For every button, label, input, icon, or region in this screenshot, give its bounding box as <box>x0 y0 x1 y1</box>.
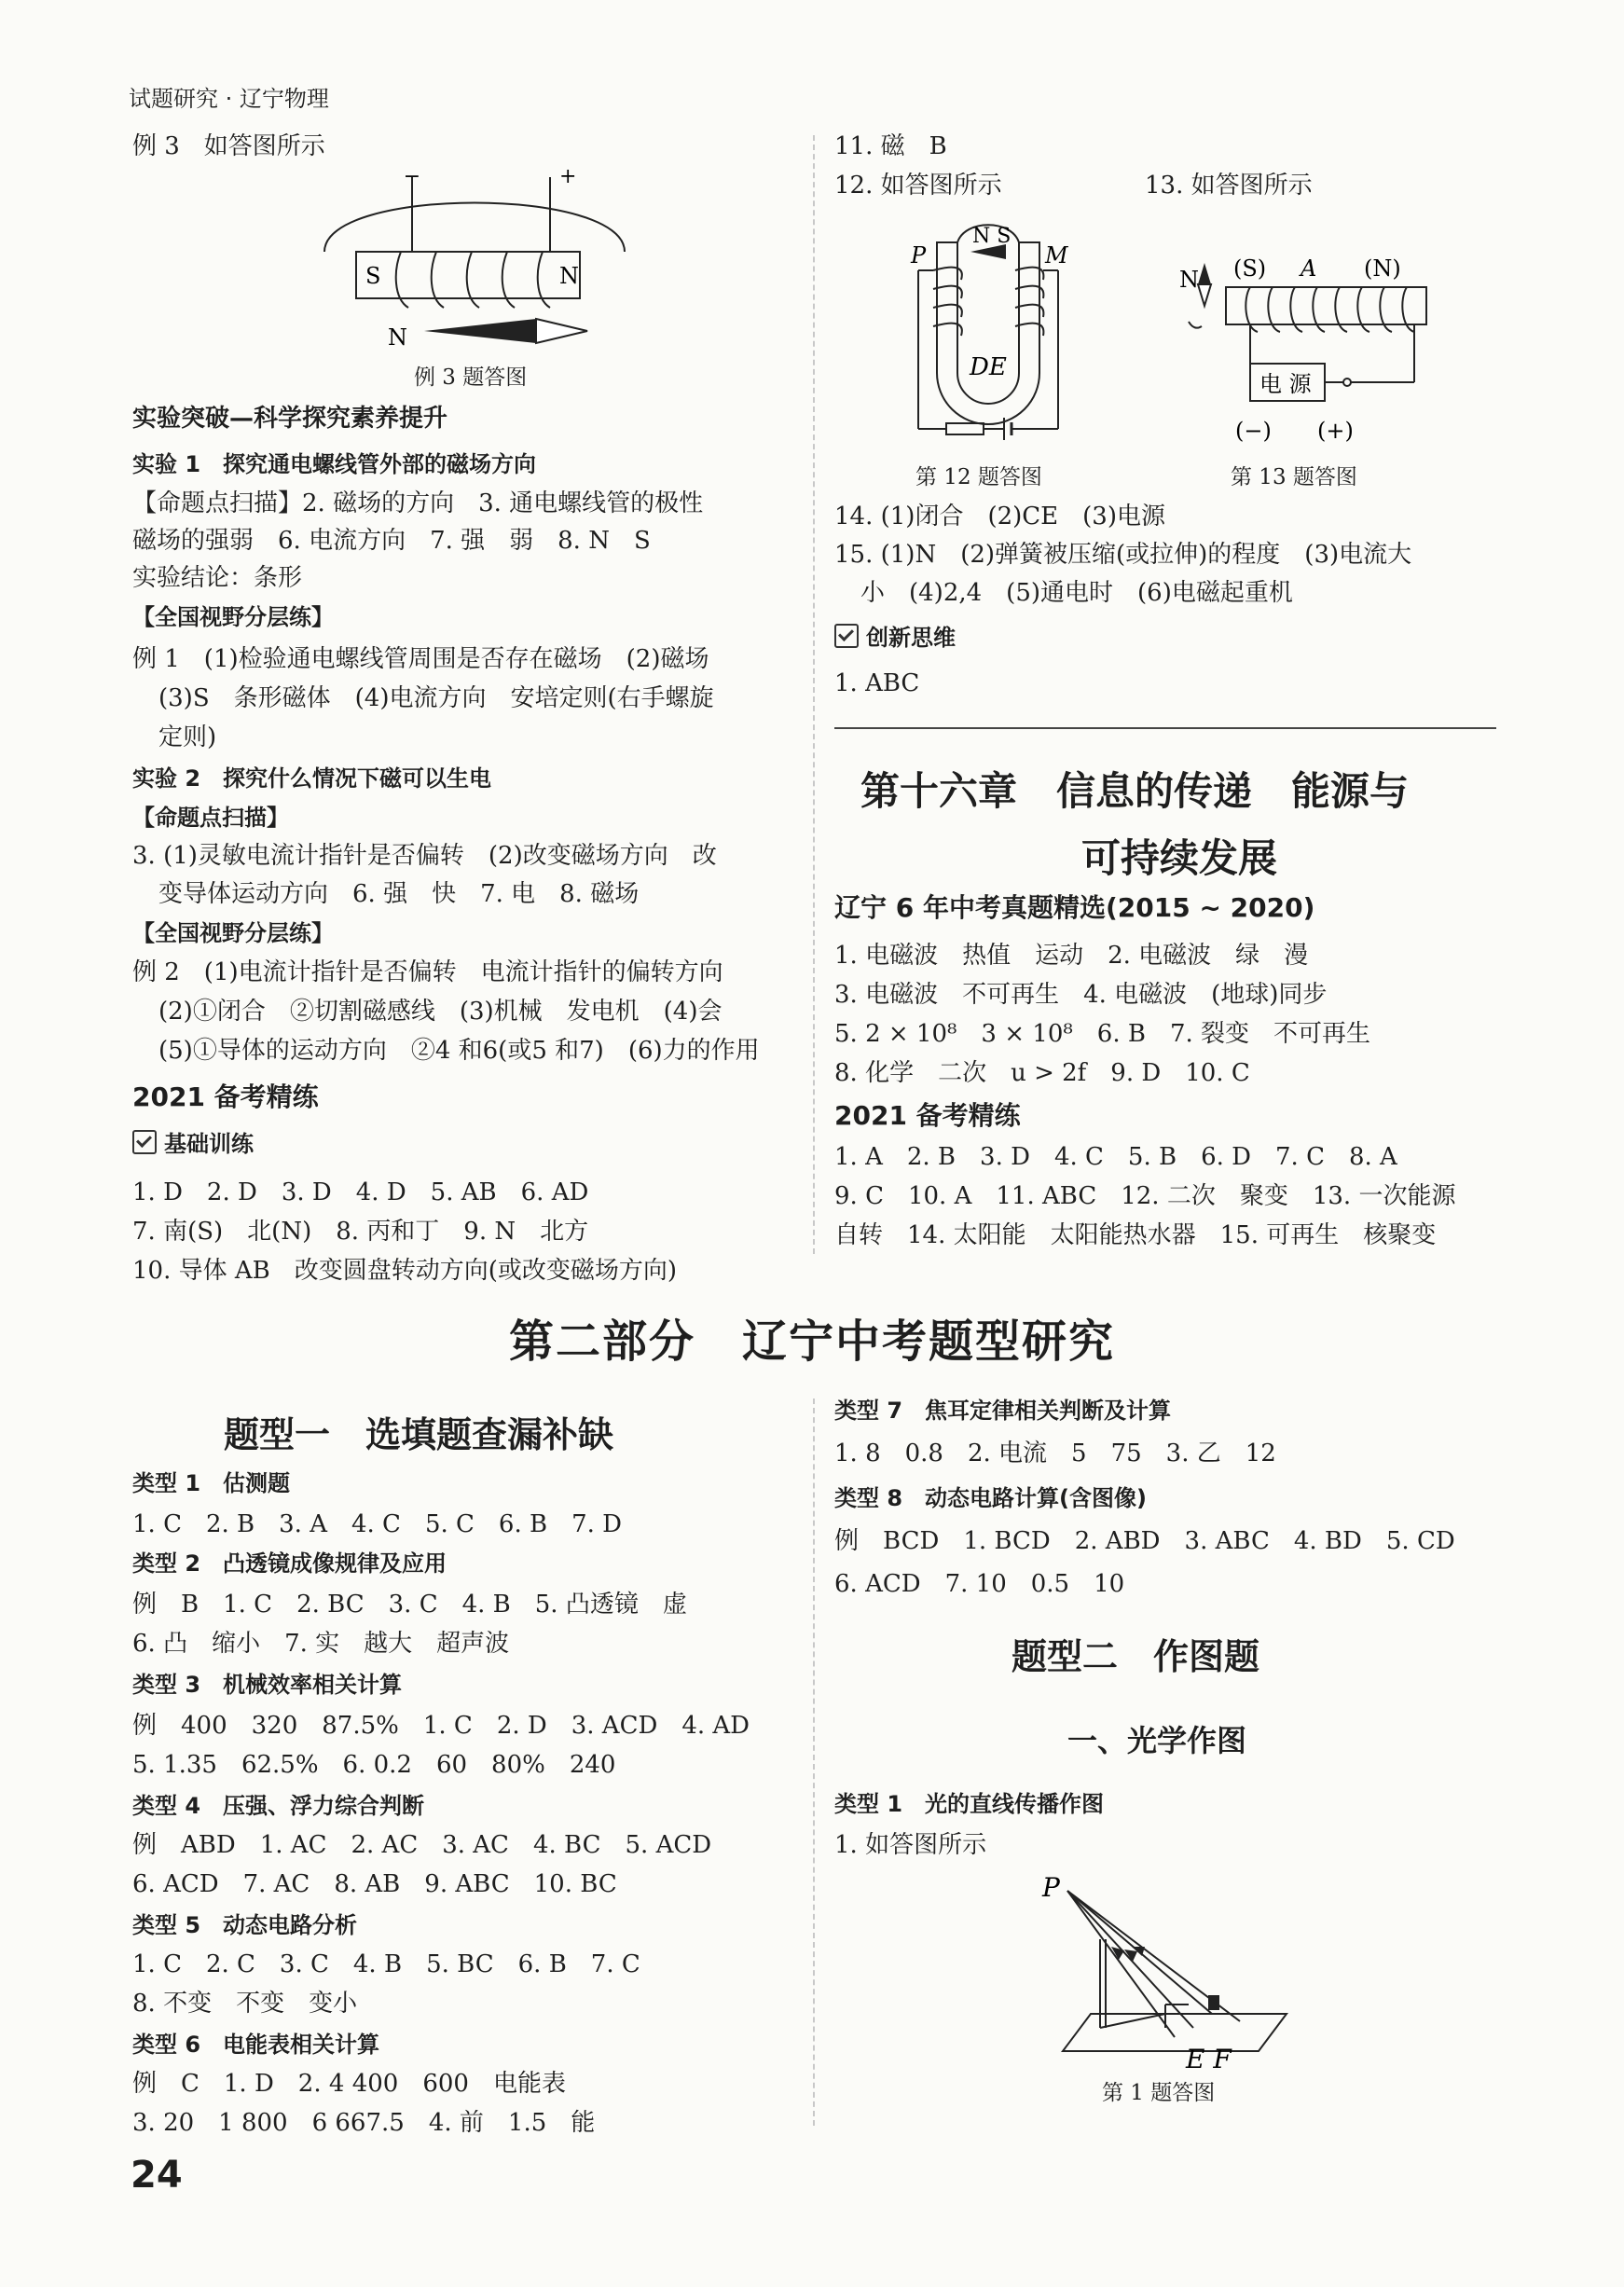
text-line: 实验结论：条形 <box>132 564 303 592</box>
text-line: 【命题点扫描】 <box>132 805 289 831</box>
needle-n-label: N <box>388 324 407 351</box>
text-line: 5. 1.35 62.5% 6. 0.2 60 80% 240 <box>132 1751 616 1779</box>
text-line: 6. ACD 7. AC 8. AB 9. ABC 10. BC <box>132 1870 617 1898</box>
text-line: 6. ACD 7. 10 0.5 10 <box>834 1570 1125 1598</box>
part-2-title: 第二部分 辽宁中考题型研究 <box>508 1316 1115 1368</box>
figure-example-3 <box>308 168 653 354</box>
u-magnet-diagram <box>881 214 1077 448</box>
exam-selection-heading: 辽宁 6 年中考真题精选(2015 ~ 2020) <box>834 892 1315 923</box>
basic-training-heading: 基础训练 <box>132 1128 254 1160</box>
plus-terminal: + <box>559 168 577 188</box>
text-line: 例 B 1. C 2. BC 3. C 4. B 5. 凸透镜 虚 <box>132 1591 687 1619</box>
text-line: 【全国视野分层练】 <box>132 920 334 946</box>
text-line: 例 ABD 1. AC 2. AC 3. AC 4. BC 5. ACD <box>132 1831 712 1859</box>
minus-label: (−) <box>1235 418 1272 444</box>
running-title: 试题研究 · 辽宁物理 <box>129 86 329 112</box>
question-type-1-title: 题型一 选填题查漏补缺 <box>224 1414 614 1455</box>
n-pole-label: (N) <box>1364 255 1401 282</box>
caption-example-3: 例 3 题答图 <box>414 365 528 390</box>
text-line: 3. 电磁波 不可再生 4. 电磁波 (地球)同步 <box>834 981 1328 1009</box>
section-experiment: 实验突破—科学探究素养提升 <box>132 405 448 433</box>
s-pole-label: (S) <box>1233 255 1267 282</box>
optics-heading: 一、光学作图 <box>1067 1723 1247 1758</box>
text-line: 例 1 (1)检验通电螺线管周围是否存在磁场 (2)磁场 <box>132 645 709 673</box>
text-line: 1. 8 0.8 2. 电流 5 75 3. 乙 12 <box>834 1440 1276 1467</box>
column-divider <box>813 135 815 1254</box>
text-line: 3. 20 1 800 6 667.5 4. 前 1.5 能 <box>132 2109 596 2137</box>
experiment-1-title: 实验 1 探究通电螺线管外部的磁场方向 <box>132 451 537 477</box>
caption-figure-12: 第 12 题答图 <box>915 465 1042 489</box>
text-line: 例 C 1. D 2. 4 400 600 电能表 <box>132 2070 566 2098</box>
caption-figure-1: 第 1 题答图 <box>1102 2081 1216 2105</box>
text-line: 1. C 2. B 3. A 4. C 5. C 6. B 7. D <box>132 1510 623 1538</box>
text-line: 8. 化学 二次 u > 2f 9. D 10. C <box>834 1059 1250 1087</box>
solenoid-n-label: N <box>559 263 579 289</box>
text-line: 定则) <box>158 723 217 751</box>
pole-m-label: M <box>1045 242 1068 269</box>
text-line: 13. 如答图所示 <box>1145 172 1313 200</box>
pole-p-label: P <box>911 242 927 269</box>
ef-label: E F <box>1186 2044 1232 2070</box>
text-line: 1. 如答图所示 <box>834 1831 987 1859</box>
example-3-line: 例 3 如答图所示 <box>132 132 325 160</box>
text-line: 12. 如答图所示 <box>834 172 1002 200</box>
category-heading: 类型 5 动态电路分析 <box>132 1912 358 1938</box>
category-heading: 类型 2 凸透镜成像规律及应用 <box>132 1550 447 1577</box>
text-line: 14. (1)闭合 (2)CE (3)电源 <box>834 503 1165 530</box>
category-heading: 类型 1 光的直线传播作图 <box>834 1791 1105 1817</box>
text-line: 自转 14. 太阳能 太阳能热水器 15. 可再生 核聚变 <box>834 1221 1437 1249</box>
category-heading: 类型 4 压强、浮力综合判断 <box>132 1793 425 1819</box>
text-line: 变导体运动方向 6. 强 快 7. 电 8. 磁场 <box>158 880 640 908</box>
needle-ns-label: N S <box>972 225 1012 248</box>
text-line: 9. C 10. A 11. ABC 12. 二次 聚变 13. 一次能源 <box>834 1182 1456 1210</box>
text-line: (2)①闭合 ②切割磁感线 (3)机械 发电机 (4)会 <box>158 998 723 1026</box>
point-p-label: P <box>1042 1872 1060 1903</box>
text-line: 小 (4)2,4 (5)通电时 (6)电磁起重机 <box>860 579 1293 607</box>
text-line: 7. 南(S) 北(N) 8. 丙和丁 9. N 北方 <box>132 1218 589 1246</box>
category-heading: 类型 6 电能表相关计算 <box>132 2032 380 2058</box>
text-line: 1. A 2. B 3. D 4. C 5. B 6. D 7. C 8. A <box>834 1143 1397 1171</box>
chapter-16-title-cont: 可持续发展 <box>1081 835 1278 881</box>
section-rule <box>834 727 1496 729</box>
light-ray-diagram <box>1025 1865 1305 2070</box>
category-heading: 类型 7 焦耳定律相关判断及计算 <box>834 1398 1172 1424</box>
solenoid-power-diagram <box>1161 242 1440 448</box>
experiment-2-title: 实验 2 探究什么情况下磁可以生电 <box>132 765 492 792</box>
innovation-heading: 创新思维 <box>834 622 956 654</box>
prep-heading: 2021 备考精练 <box>132 1082 319 1112</box>
plus-label: (+) <box>1317 418 1354 444</box>
solenoid-diagram <box>308 168 653 354</box>
text-line: (3)S 条形磁体 (4)电流方向 安培定则(右手螺旋 <box>158 684 714 712</box>
minus-terminal: − <box>403 168 421 188</box>
text-line: 例 BCD 1. BCD 2. ABD 3. ABC 4. BD 5. CD <box>834 1527 1455 1555</box>
text-line: 1. 电磁波 热值 运动 2. 电磁波 绿 漫 <box>834 942 1309 970</box>
text-line: 例 400 320 87.5% 1. C 2. D 3. ACD 4. AD <box>132 1712 750 1740</box>
text-line: 15. (1)N (2)弹簧被压缩(或拉伸)的程度 (3)电流大 <box>834 541 1412 569</box>
text-line: 【全国视野分层练】 <box>132 604 334 630</box>
text-line: 【命题点扫描】2. 磁场的方向 3. 通电螺线管的极性 <box>132 489 704 517</box>
text-line: 6. 凸 缩小 7. 实 越大 超声波 <box>132 1630 510 1658</box>
text-line: 5. 2 × 10⁸ 3 × 10⁸ 6. B 7. 裂变 不可再生 <box>834 1020 1371 1048</box>
figure-13 <box>1161 242 1440 448</box>
category-heading: 类型 3 机械效率相关计算 <box>132 1672 403 1698</box>
power-source-label: 电 源 <box>1259 371 1312 397</box>
text-line: 1. ABC <box>834 669 920 697</box>
checkbox-icon <box>132 1130 157 1154</box>
text-line: 磁场的强弱 6. 电流方向 7. 强 弱 8. N S <box>132 527 651 555</box>
figure-1 <box>1025 1865 1305 2070</box>
page-number: 24 <box>131 2154 183 2197</box>
chapter-16-title: 第十六章 信息的传递 能源与 <box>860 768 1410 814</box>
column-divider <box>813 1398 815 2126</box>
figure-12 <box>881 214 1077 448</box>
checkbox-icon <box>834 624 859 648</box>
text-line: 1. C 2. C 3. C 4. B 5. BC 6. B 7. C <box>132 1950 640 1978</box>
text-line: 1. D 2. D 3. D 4. D 5. AB 6. AD <box>132 1178 589 1206</box>
text-line: 8. 不变 不变 变小 <box>132 1990 358 2018</box>
text-line: 例 2 (1)电流计指针是否偏转 电流计指针的偏转方向 <box>132 958 723 986</box>
text-line: 11. 磁 B <box>834 132 947 160</box>
caption-figure-13: 第 13 题答图 <box>1231 465 1357 489</box>
text-line: 10. 导体 AB 改变圆盘转动方向(或改变磁场方向) <box>132 1257 678 1285</box>
question-type-2-title: 题型二 作图题 <box>1012 1636 1260 1677</box>
a-label: A <box>1301 255 1317 282</box>
de-label: DE <box>970 353 1007 381</box>
text-line: (5)①导体的运动方向 ②4 和6(或5 和7) (6)力的作用 <box>158 1037 760 1065</box>
category-heading: 类型 1 估测题 <box>132 1470 291 1496</box>
prep-heading: 2021 备考精练 <box>834 1100 1021 1131</box>
needle-n-label: N <box>1179 267 1199 293</box>
text-line: 3. (1)灵敏电流计指针是否偏转 (2)改变磁场方向 改 <box>132 842 717 870</box>
category-heading: 类型 8 动态电路计算(含图像) <box>834 1485 1147 1511</box>
solenoid-s-label: S <box>365 263 381 289</box>
